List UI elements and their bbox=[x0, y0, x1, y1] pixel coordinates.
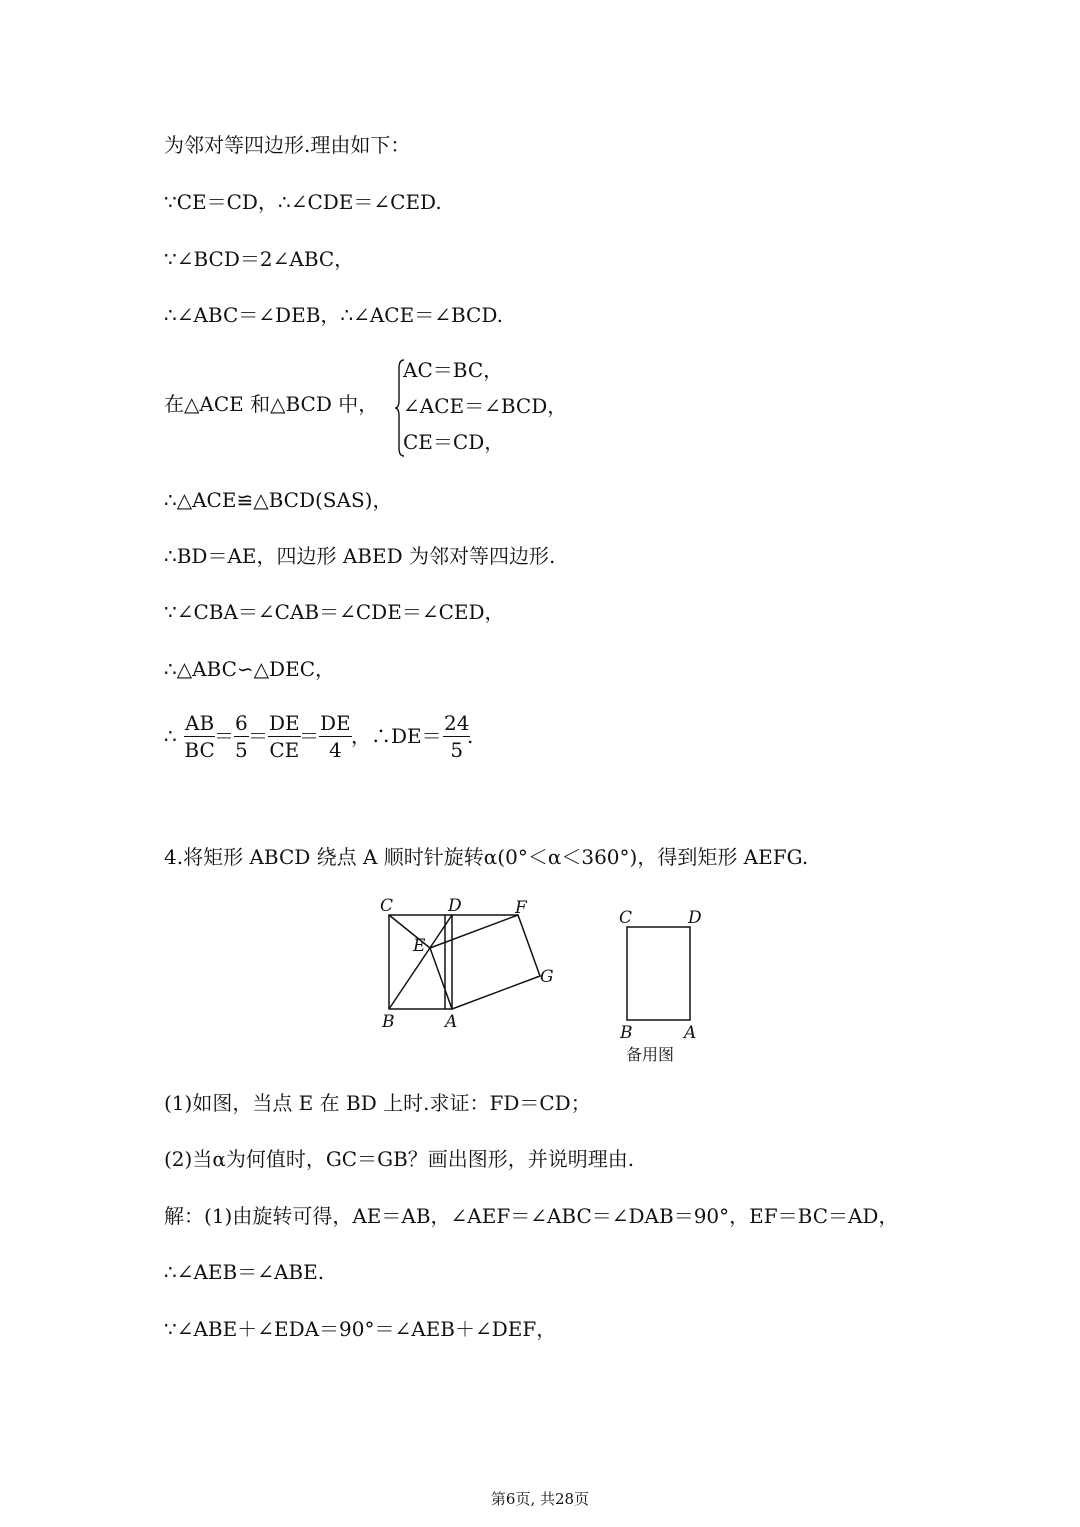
page-footer: 第6页, 共28页 bbox=[490, 1490, 590, 1508]
line-3: ∵∠BCD＝2∠ABC， bbox=[164, 247, 355, 271]
line-1: 为邻对等四边形.理由如下： bbox=[164, 133, 411, 157]
label-g: G bbox=[540, 967, 554, 987]
label-f: F bbox=[515, 898, 527, 918]
therefore-symbol: ∴ bbox=[164, 724, 177, 748]
brace-system bbox=[395, 356, 595, 460]
fraction-denominator: 4 bbox=[328, 738, 342, 762]
label-b: B bbox=[382, 1012, 395, 1032]
label-a: A bbox=[445, 1012, 458, 1032]
spare-rectangle bbox=[627, 927, 690, 1020]
line-5-prefix: 在△ACE 和△BCD 中， bbox=[164, 392, 379, 416]
fraction-6-5 bbox=[234, 710, 249, 763]
fraction-numerator: 6 bbox=[235, 711, 248, 735]
equals-sign: ＝ bbox=[248, 724, 268, 748]
line-7: ∴BD＝AE，四边形 ABED 为邻对等四边形. bbox=[164, 544, 556, 568]
fraction-numerator: AB bbox=[185, 711, 215, 735]
solution-line-2: ∴∠AEB＝∠ABE. bbox=[164, 1260, 325, 1284]
brace-line-2: ∠ACE＝∠BCD， bbox=[403, 394, 568, 418]
fraction-de-4 bbox=[319, 710, 352, 763]
line-6: ∴△ACE≌△BCD(SAS)， bbox=[164, 488, 393, 512]
spare-label-a: A bbox=[684, 1023, 697, 1043]
label-d: D bbox=[448, 896, 462, 916]
fraction-numerator: 24 bbox=[444, 711, 470, 735]
fraction-de-ce bbox=[268, 710, 301, 763]
rectangle-aefg bbox=[430, 915, 540, 1009]
line-4: ∴∠ABC＝∠DEB，∴∠ACE＝∠BCD. bbox=[164, 303, 504, 327]
spare-label-c: C bbox=[619, 908, 633, 928]
brace-line-3: CE＝CD， bbox=[403, 430, 505, 454]
fraction-denominator: CE bbox=[269, 738, 300, 762]
question-4-part-1: (1)如图，当点 E 在 BD 上时.求证：FD＝CD； bbox=[164, 1091, 591, 1115]
label-e: E bbox=[413, 936, 426, 956]
fraction-numerator: DE bbox=[269, 711, 300, 735]
spare-caption: 备用图 bbox=[626, 1045, 675, 1064]
question-4-part-2: (2)当α为何值时，GC＝GB？画出图形，并说明理由. bbox=[164, 1147, 635, 1171]
diagonal-bd bbox=[389, 915, 452, 1009]
solution-line-3: ∵∠ABE＋∠EDA＝90°＝∠AEB＋∠DEF， bbox=[164, 1317, 557, 1341]
ratio-mid-text: ，∴DE＝ bbox=[351, 724, 442, 748]
label-c: C bbox=[380, 896, 394, 916]
equals-sign: ＝ bbox=[299, 724, 319, 748]
solution-line-1: 解：(1)由旋转可得，AE＝AB，∠AEF＝∠ABC＝∠DAB＝90°，EF＝BC＝AD， bbox=[164, 1204, 899, 1228]
line-9: ∴△ABC∽△DEC， bbox=[164, 657, 335, 681]
line-2: ∵CE＝CD，∴∠CDE＝∠CED. bbox=[164, 190, 442, 214]
fraction-denominator: BC bbox=[184, 738, 215, 762]
geometry-figure bbox=[0, 890, 1080, 1080]
equals-sign: ＝ bbox=[214, 724, 234, 748]
spare-label-b: B bbox=[620, 1023, 633, 1043]
fraction-denominator: 5 bbox=[235, 738, 248, 762]
line-8: ∵∠CBA＝∠CAB＝∠CDE＝∠CED， bbox=[164, 600, 505, 624]
spare-label-d: D bbox=[688, 908, 702, 928]
fraction-numerator: DE bbox=[320, 711, 351, 735]
question-4: 4.将矩形 ABCD 绕点 A 顺时针旋转α(0°＜α＜360°)，得到矩形 AEFG. bbox=[164, 845, 809, 869]
fraction-ab-bc bbox=[184, 710, 215, 763]
brace-line-1: AC＝BC， bbox=[403, 358, 504, 382]
fraction-denominator: 5 bbox=[450, 738, 464, 762]
ratio-end-period: . bbox=[467, 724, 474, 748]
